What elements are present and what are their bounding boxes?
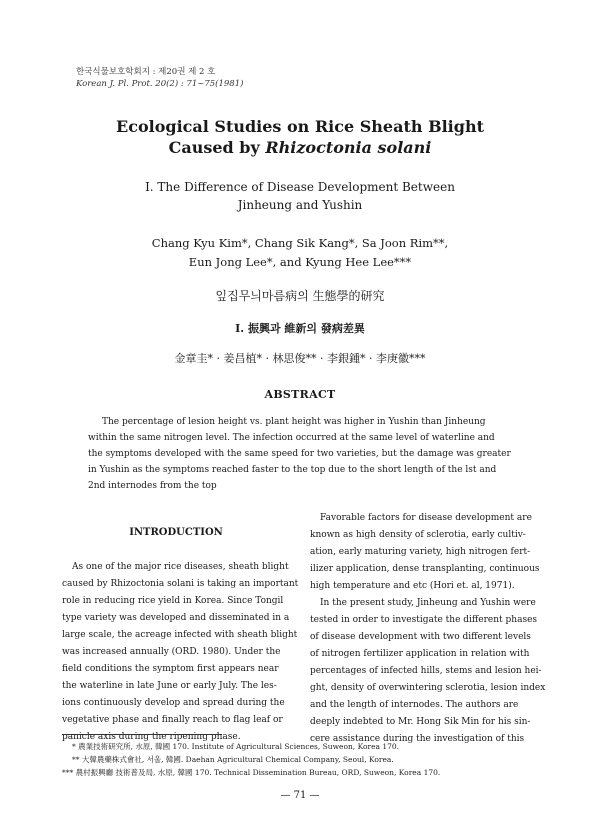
abstract-body xyxy=(88,414,516,494)
page-number: — 71 — xyxy=(280,790,320,801)
right-column xyxy=(310,510,546,748)
title-line-2 xyxy=(0,137,600,158)
journal-korean: 한국식물보호학회지 : 제20권 제 2 호 xyxy=(76,67,216,77)
intro-left-line: panicle axis during the ripening phase. xyxy=(62,732,241,742)
abstract-line: the symptoms developed with the same speed for two varieties, but the damage was greater xyxy=(88,449,511,459)
author-list xyxy=(0,234,600,272)
authors-line-1: Chang Kyu Kim*, Chang Sik Kang*, Sa Joon Rim**, xyxy=(151,236,449,250)
abstract-line: in Yushin as the symptoms reached faster to the top due to the short length of the lst and xyxy=(88,465,497,475)
intro-right-line: high temperature and etc (Hori et. al, 1971). xyxy=(310,581,515,591)
korean-authors: 金章圭* · 姜昌植* · 林思俊** · 李銀鍾* · 李庚徽*** xyxy=(174,352,426,365)
journal-header xyxy=(76,66,243,90)
intro-left-line: field conditions the symptom first appears near xyxy=(62,664,279,674)
intro-right-line: In the present study, Jinheung and Yushin were xyxy=(320,598,536,608)
intro-right-line: Favorable factors for disease development are xyxy=(320,513,532,523)
intro-right-line: deeply indebted to Mr. Hong Sik Min for his sin- xyxy=(310,717,531,727)
korean-subtitle: I. 振興과 維新의 發病差異 xyxy=(235,322,365,335)
abstract-line: within the same nitrogen level. The infection occurred at the same level of waterline and xyxy=(88,433,495,443)
subtitle-line-2: Jinheung and Yushin xyxy=(237,198,363,212)
intro-left-line: large scale, the acreage infected with sheath blight xyxy=(62,630,298,640)
footnotes xyxy=(62,740,440,779)
title-line-2-prefix: Caused by xyxy=(168,138,266,157)
footnote-line: *** 農村振興廳 技術普及局, 水原, 韓國 170. Technical Dissemination Bureau, ORD, Suweon, Korea 170. xyxy=(62,768,441,777)
abstract-line: The percentage of lesion height vs. plant height was higher in Yushin than Jinheung xyxy=(102,417,486,427)
footnote-line: * 農業技術研究所, 水原, 韓國 170. Institute of Agricultural Sciences, Suweon, Korea 170. xyxy=(72,742,400,751)
intro-right-line: and the length of internodes. The authors are xyxy=(310,700,519,710)
introduction-heading: INTRODUCTION xyxy=(129,527,223,538)
subtitle-line-1: I. The Difference of Disease Development Between xyxy=(145,180,455,194)
intro-left-line: type variety was developed and disseminated in a xyxy=(62,613,290,623)
intro-left-line: was increased annually (ORD. 1980). Under the xyxy=(62,647,281,657)
intro-right-line: known as high density of sclerotia, early cultiv- xyxy=(310,530,526,540)
abstract-heading: ABSTRACT xyxy=(264,388,336,401)
title-line-1: Ecological Studies on Rice Sheath Blight xyxy=(116,117,484,136)
intro-right-line: of disease development with two different levels xyxy=(310,632,531,642)
intro-left-line: ions continuously develop and spread during the xyxy=(62,698,285,708)
footnote-line: ** 大韓農藥株式會社, 서울, 韓國. Daehan Agricultural Chemical Company, Seoul, Korea. xyxy=(72,755,394,764)
footnote-divider xyxy=(62,734,222,735)
intro-right-line: cere assistance during the investigation of this xyxy=(310,734,525,744)
korean-title: 잎집무늬마름病의 生態學的研究 xyxy=(215,289,385,303)
intro-right-line: percentages of infected hills, stems and lesion hei- xyxy=(310,666,542,676)
intro-left-line: role in reducing rice yield in Korea. Since Tongil xyxy=(62,596,284,606)
title-line-2-italic: Rhizoctonia solani xyxy=(265,138,432,157)
journal-english: Korean J. Pl. Prot. 20(2) : 71~75(1981) xyxy=(76,79,244,89)
abstract-line: 2nd internodes from the top xyxy=(88,481,217,491)
paper-subtitle xyxy=(0,178,600,214)
intro-left-line: vegetative phase and finally reach to flag leaf or xyxy=(62,715,283,725)
intro-right-line: of nitrogen fertilizer application in relation with xyxy=(310,649,530,659)
intro-left-line: the waterline in late June or early July. The les- xyxy=(62,681,277,691)
paper-title xyxy=(0,116,600,158)
intro-left-line: As one of the major rice diseases, sheath blight xyxy=(72,562,289,572)
intro-right-line: ation, early maturing variety, high nitrogen fert- xyxy=(310,547,531,557)
left-column xyxy=(62,510,299,746)
authors-line-2: Eun Jong Lee*, and Kyung Hee Lee*** xyxy=(188,255,412,269)
intro-right-line: tested in order to investigate the different phases xyxy=(310,615,538,625)
intro-right-line: ght, density of overwintering sclerotia, lesion index xyxy=(310,683,546,693)
intro-left-line: caused by Rhizoctonia solani is taking an important xyxy=(62,579,299,589)
intro-right-line: ilizer application, dense transplanting, continuous xyxy=(310,564,540,574)
